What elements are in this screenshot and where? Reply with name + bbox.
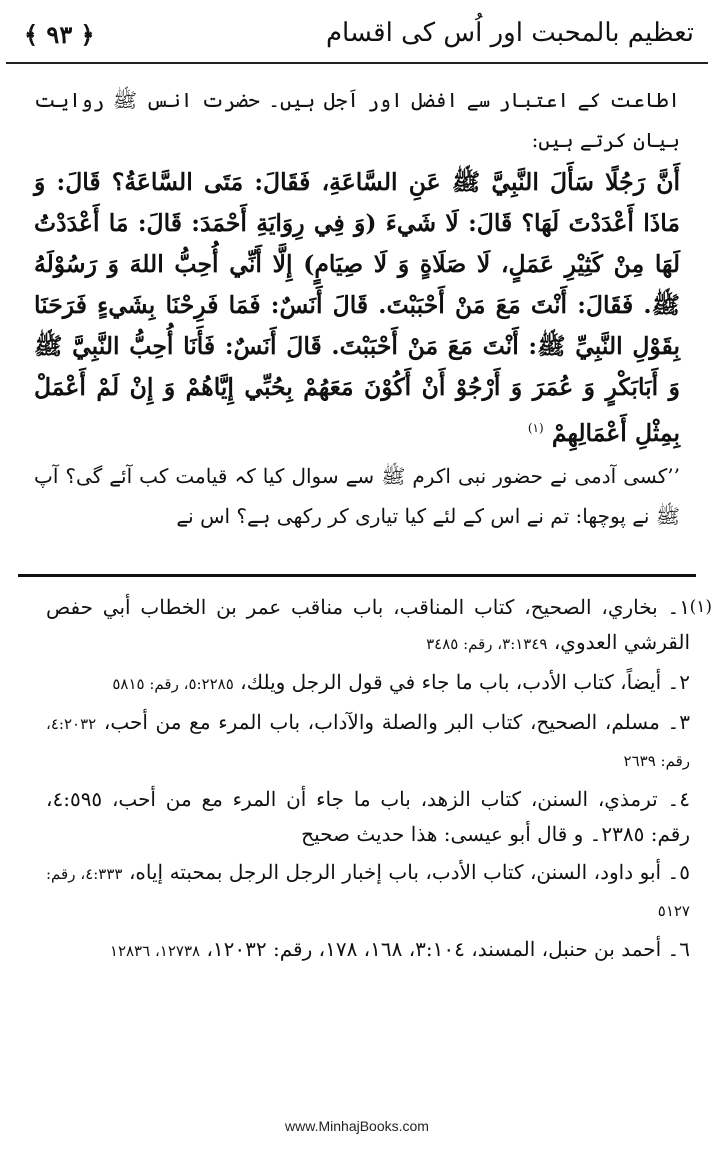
footnote-ref: ٣:١٣٤٩، رقم: ٣٤٨٥ — [426, 635, 548, 653]
footnote-item — [46, 855, 690, 929]
footnote-ref: ٤:٣٣٣، رقم: ٥١٢٧ — [46, 865, 690, 920]
footnote-marker: (١) — [689, 597, 712, 617]
footnote-item — [46, 665, 690, 702]
running-title: تعظیم بالمحبت اور اُس کی اقسام — [325, 18, 694, 48]
footnote-text: ٢۔ أيضاً، كتاب الأدب، باب ما جاء في قول الرجل ويلك، — [240, 670, 690, 694]
footnote-reference[interactable]: (١) — [527, 421, 544, 435]
translation-paragraph: ’’کسی آدمی نے حضور نبی اکرم ﷺ سے سوال کیا کہ قیامت کب آئے گی؟ آپ ﷺ نے پوچھا: تم نے اس کے لئے کیا تیاری کر رکھی ہے؟ اس نے — [34, 463, 680, 528]
footnote-item — [46, 705, 690, 779]
header-divider — [6, 62, 708, 64]
footnote-item — [46, 782, 690, 852]
footnote-text: ٥۔ أبو داود، السنن، كتاب الأدب، باب إخبار الرجل الرجل بمحبته إياه، — [128, 860, 691, 884]
footnote-divider — [18, 574, 696, 577]
footnotes — [46, 590, 712, 972]
footnote-text: ٤۔ ترمذي، السنن، كتاب الزهد، باب ما جاء أن المرء مع من أحب، ٤:٥٩٥، رقم: ٢٣٨٥۔ و قال أبو عيسى: هذا حديث صحيح — [46, 787, 690, 846]
hadith-body: أَنَّ رَجُلًا سَأَلَ النَّبِيَّ ﷺ عَنِ السَّاعَةِ، فَقَالَ: مَتَى السَّاعَةُ؟ قَالَ: وَ مَاذَا أَعْدَدْتَ لَهَا؟ قَالَ: لَا شَيءَ (وَ فِي رِوَايَةِ أَحْمَدَ: قَالَ: مَا أَعْدَدْتُ لَهَا مِنْ كَثِيْرِ عَمَلٍ، لَا صَلَاةٍ وَ لَا صِيَامٍ) إِلَّا أَنِّي أُحِبُّ اللهَ وَ رَسُوْلَهُ ﷺ. فَقَالَ: أَنْتَ مَعَ مَنْ أَحْبَبْتَ. قَالَ أَنَسٌ: فَمَا فَرِحْنَا بِشَيءٍ فَرَحَنَا بِقَوْلِ النَّبِيِّ ﷺ: أَنْتَ مَعَ مَنْ أَحْبَبْتَ. قَالَ أَنَسٌ: فَأَنَا أُحِبُّ النَّبِيَّ ﷺ وَ أَبَابَكْرٍ وَ عُمَرَ وَ أَرْجُوْ أَنْ أَكُوْنَ مَعَهُمْ بِحُبِّي إِيَّاهُمْ وَ إِنْ لَمْ أَعْمَلْ بِمِثْلِ أَعْمَالِهِمْ — [34, 168, 680, 447]
site-url[interactable]: www.MinhajBooks.com — [285, 1118, 429, 1134]
page-header — [12, 14, 702, 64]
footnote-ref: ١٢٧٣٨، ١٢٨٣٦ — [109, 942, 201, 960]
footnote-ref: ٤:٢٠٣٢، رقم: ٢٦٣٩ — [46, 715, 690, 770]
hadith-text — [34, 162, 680, 454]
footnote-item — [46, 590, 690, 662]
intro-paragraph: اطاعت کے اعتبار سے افضل اور اَجل ہیں۔ حضرت انس ﷺ روایت بیان کرتے ہیں: — [34, 88, 680, 152]
footnote-text: ٦۔ أحمد بن حنبل، المسند، ٣:١٠٤، ١٦٨، ١٧٨، رقم: ١٢٠٣٢، — [206, 937, 690, 961]
footnote-item — [46, 932, 690, 969]
main-text — [34, 80, 680, 536]
page-number: ﴾ ٩٣ ﴿ — [24, 20, 95, 49]
footnote-text: ١۔ بخاري، الصحيح، كتاب المناقب، باب مناقب عمر بن الخطاب أبي حفص القرشي العدوي، — [46, 595, 690, 654]
footnote-ref: ٥:٢٢٨٥، رقم: ٥٨١٥ — [112, 675, 234, 693]
footnote-text: ٣۔ مسلم، الصحيح، كتاب البر والصلة والآداب، باب المرء مع من أحب، — [103, 710, 690, 734]
